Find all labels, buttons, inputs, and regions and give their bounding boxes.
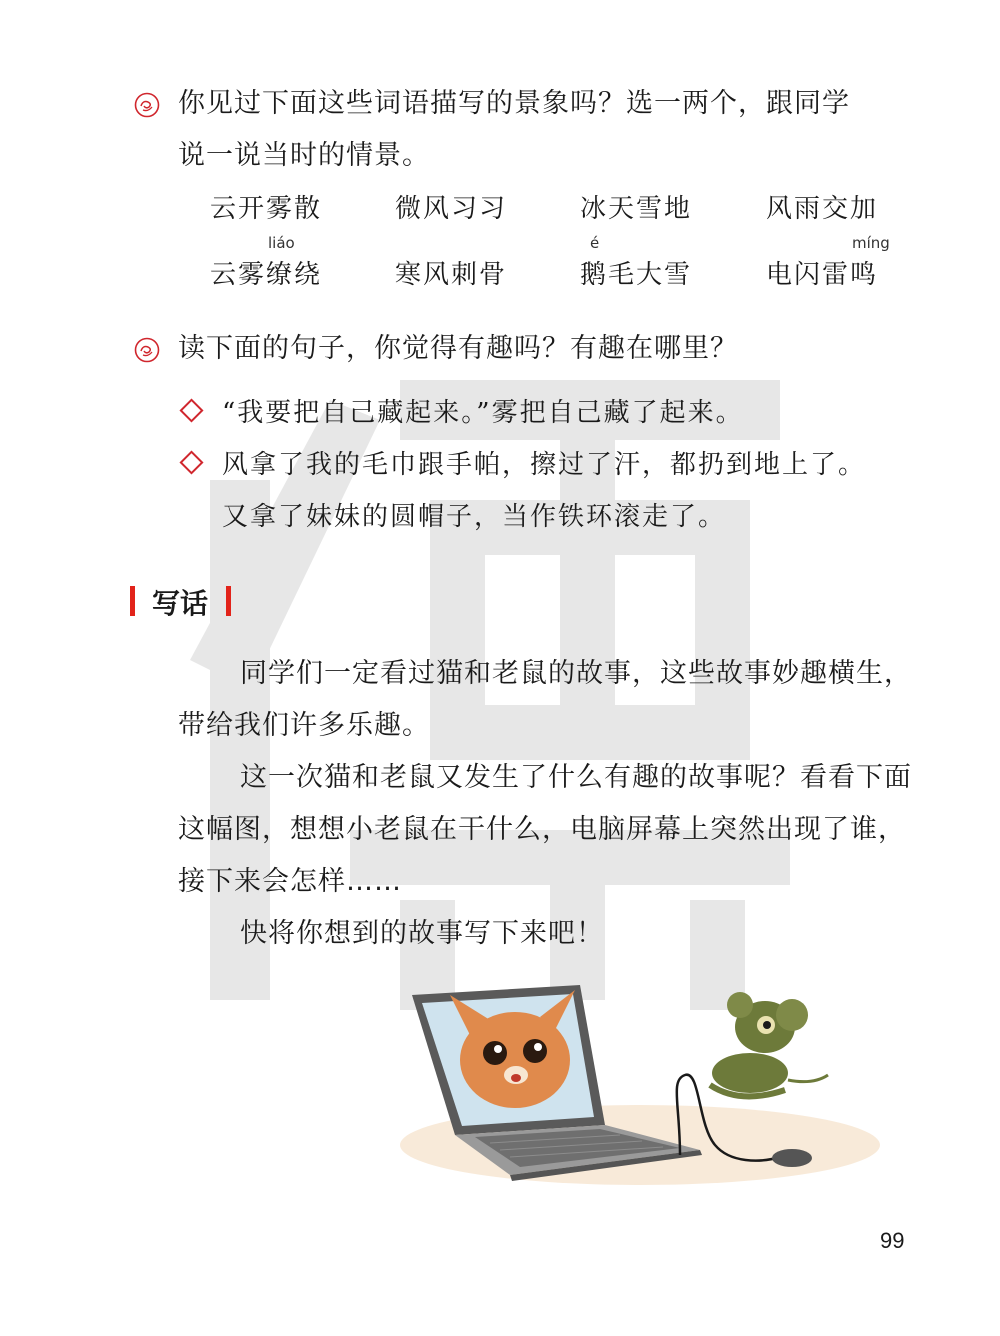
swirl-icon — [134, 92, 160, 118]
word-item: 微风习习 — [395, 194, 508, 224]
pinyin-annotation: liáo — [268, 234, 295, 252]
cat-and-mouse-illustration — [380, 985, 880, 1190]
word-item: 云开雾散 — [210, 194, 323, 224]
question-1-line-1: 你见过下面这些词语描写的景象吗？选一两个，跟同学 — [178, 88, 850, 119]
question-1-line-2: 说一说当时的情景。 — [178, 140, 430, 171]
question-2-text: 读下面的句子，你觉得有趣吗？有趣在哪里？ — [178, 333, 738, 364]
word-item: é 鹅毛大雪 — [580, 234, 693, 290]
word-item: 风雨交加 — [766, 194, 879, 224]
swirl-icon — [134, 337, 160, 363]
sentence-1-line-1: “我要把自己藏起来。”雾把自己藏了起来。 — [222, 398, 744, 428]
paragraph-3: 快将你想到的故事写下来吧！ — [240, 918, 604, 949]
word-item: 冰天雪地 — [580, 194, 693, 224]
pinyin-annotation: míng — [852, 234, 890, 252]
section-bar-left — [130, 586, 135, 616]
section-title: 写话 — [152, 587, 209, 620]
word-item: míng 电闪雷鸣 — [766, 234, 890, 290]
paragraph-2: 这一次猫和老鼠又发生了什么有趣的故事呢？看看下面这幅图，想想小老鼠在干什么，电脑屏幕上突然出现了谁，接下来会怎样…… — [178, 762, 912, 897]
word-item: 寒风刺骨 — [395, 260, 508, 290]
pinyin-annotation: é — [590, 234, 600, 252]
section-bar-right — [226, 586, 231, 616]
word-item: liáo 云雾缭绕 — [210, 234, 323, 290]
sentence-2-line-1: 风拿了我的毛巾跟手帕，擦过了汗，都扔到地上了。 — [222, 450, 867, 480]
sentence-2-line-2: 又拿了妹妹的圆帽子，当作铁环滚走了。 — [222, 502, 727, 532]
paragraph-1: 同学们一定看过猫和老鼠的故事，这些故事妙趣横生，带给我们许多乐趣。 — [178, 658, 912, 741]
page-number: 99 — [880, 1228, 905, 1253]
